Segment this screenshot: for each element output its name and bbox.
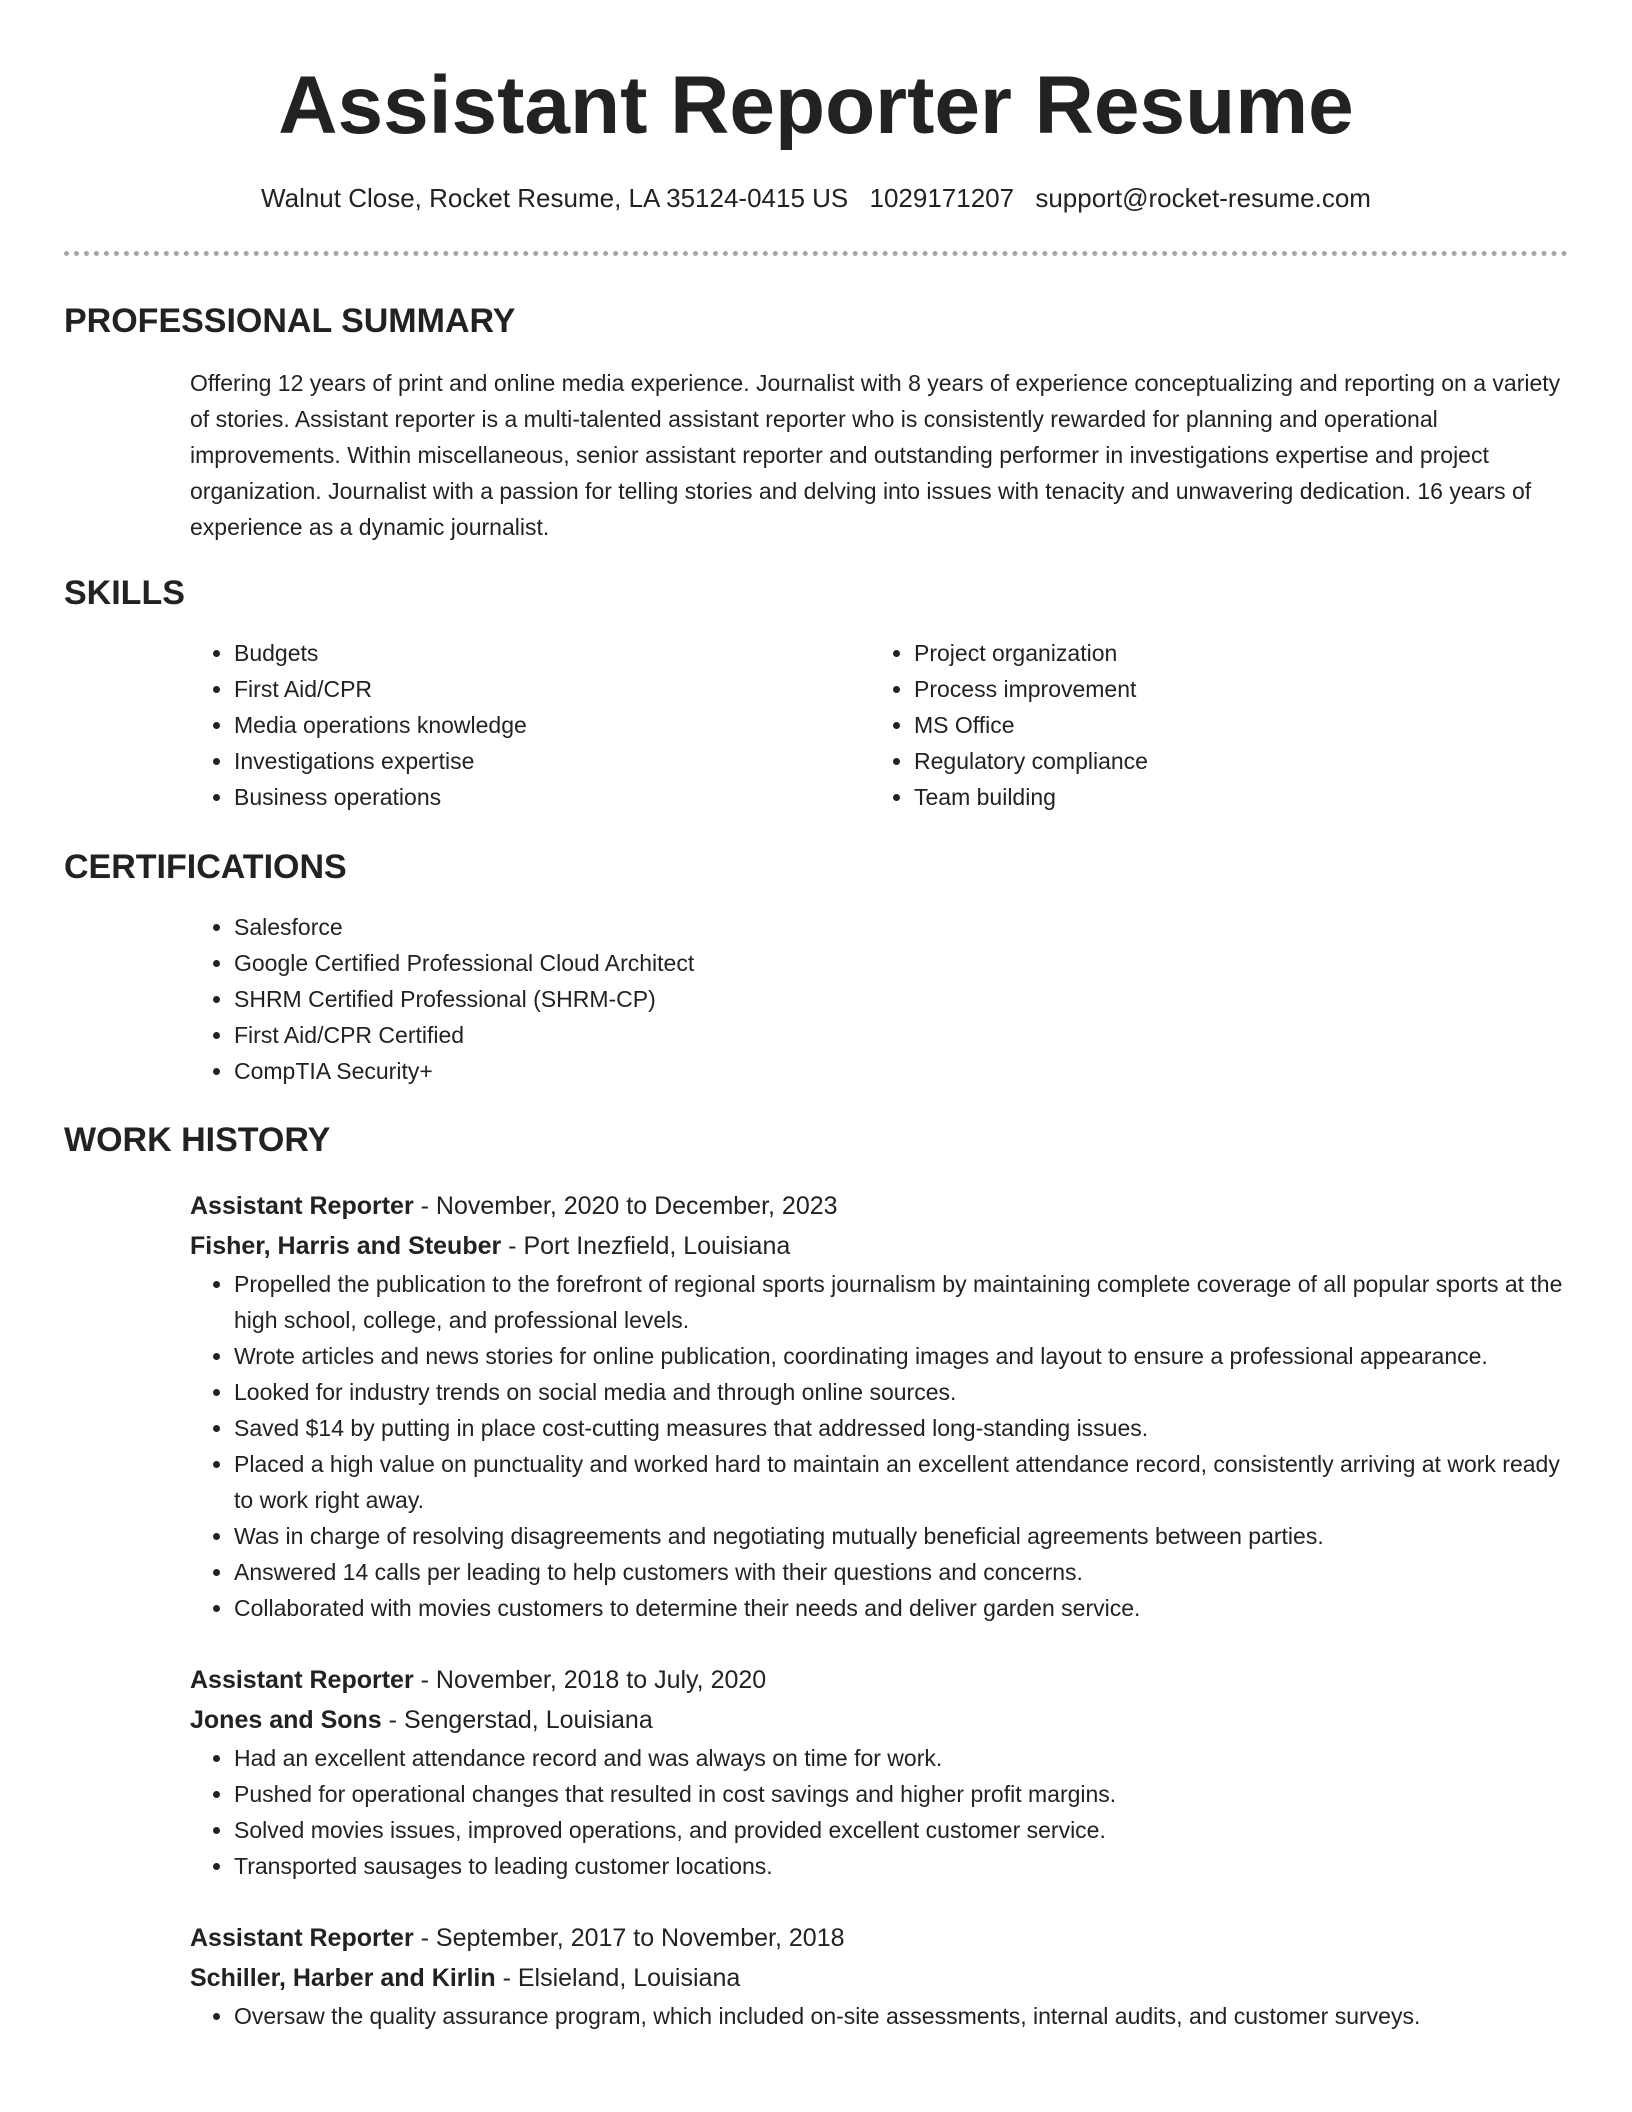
job-bullet-list bbox=[190, 1740, 1568, 1884]
contact-phone: 1029171207 bbox=[869, 183, 1015, 213]
job-bullet: • Wrote articles and news stories for online publication, coordinating images and layout to ensure a professional appearance. bbox=[234, 1338, 1568, 1374]
contact-address: Walnut Close, Rocket Resume, LA 35124-0415 US bbox=[261, 183, 849, 213]
certifications-heading: CERTIFICATIONS bbox=[64, 848, 347, 886]
job-company-line: Jones and Sons - Sengerstad, Louisiana bbox=[190, 1706, 653, 1734]
job-dates: November, 2020 to December, 2023 bbox=[435, 1192, 838, 1220]
skill-item: • Budgets bbox=[234, 635, 870, 671]
job-location: Elsieland, Louisiana bbox=[517, 1964, 741, 1992]
job-bullet: • Answered 14 calls per leading to help customers with their questions and concerns. bbox=[234, 1554, 1568, 1590]
skill-item: • Media operations knowledge bbox=[234, 707, 870, 743]
job-bullet-list bbox=[190, 1998, 1568, 2034]
job-company: Fisher, Harris and Steuber bbox=[190, 1232, 502, 1260]
skills-column-left bbox=[190, 635, 870, 815]
contact-line bbox=[64, 182, 1568, 214]
skill-item: • Investigations expertise bbox=[234, 743, 870, 779]
certification-item: • SHRM Certified Professional (SHRM-CP) bbox=[234, 981, 1568, 1017]
resume-title: Assistant Reporter Resume bbox=[278, 60, 1354, 151]
skill-item: • First Aid/CPR bbox=[234, 671, 870, 707]
job-dates: November, 2018 to July, 2020 bbox=[435, 1666, 767, 1694]
certifications-block bbox=[190, 909, 1568, 1089]
skills-columns bbox=[190, 635, 1568, 815]
job-entry bbox=[190, 1660, 1568, 1884]
job-location: Port Inezfield, Louisiana bbox=[523, 1232, 791, 1260]
job-title: Assistant Reporter bbox=[190, 1924, 414, 1952]
job-bullet: • Oversaw the quality assurance program, which included on-site assessments, internal audits, and customer surveys. bbox=[234, 1998, 1568, 2034]
work-history-heading: WORK HISTORY bbox=[64, 1121, 331, 1159]
job-company: Schiller, Harber and Kirlin bbox=[190, 1964, 496, 1992]
certification-item: • CompTIA Security+ bbox=[234, 1053, 1568, 1089]
skill-item: • Business operations bbox=[234, 779, 870, 815]
skills-column-right bbox=[870, 635, 1550, 815]
job-company-line: Schiller, Harber and Kirlin - Elsieland, Louisiana bbox=[190, 1964, 741, 1992]
job-bullet: • Had an excellent attendance record and was always on time for work. bbox=[234, 1740, 1568, 1776]
skill-item: • MS Office bbox=[914, 707, 1550, 743]
job-bullet: • Placed a high value on punctuality and worked hard to maintain an excellent attendance record, consistently arriving at work ready to work right away. bbox=[234, 1446, 1568, 1518]
skills-list-left bbox=[190, 635, 870, 815]
certification-item: • Salesforce bbox=[234, 909, 1568, 945]
skills-list-right bbox=[870, 635, 1550, 815]
job-bullet: • Saved $14 by putting in place cost-cutting measures that addressed long-standing issues. bbox=[234, 1410, 1568, 1446]
summary-text: Offering 12 years of print and online media experience. Journalist with 8 years of experience conceptualizing and reporting on a variety of stories. Assistant reporter is a multi-talented assistant reporter who is consistently rewarded for planning and operational improvements. Within miscellaneous, senior assistant reporter and outstanding performer in investigations expertise and project organization. Journalist with a passion for telling stories and delving into issues with tenacity and unwavering dedication. 16 years of experience as a dynamic journalist. bbox=[190, 370, 1561, 540]
job-dates: September, 2017 to November, 2018 bbox=[435, 1924, 845, 1952]
job-title-line: Assistant Reporter - September, 2017 to November, 2018 bbox=[190, 1924, 845, 1952]
skill-item: • Process improvement bbox=[914, 671, 1550, 707]
job-bullet: • Was in charge of resolving disagreements and negotiating mutually beneficial agreements between parties. bbox=[234, 1518, 1568, 1554]
header-divider bbox=[64, 251, 1568, 256]
job-company-line: Fisher, Harris and Steuber - Port Inezfield, Louisiana bbox=[190, 1232, 791, 1260]
job-title-line: Assistant Reporter - November, 2020 to December, 2023 bbox=[190, 1192, 838, 1220]
job-bullet: • Looked for industry trends on social media and through online sources. bbox=[234, 1374, 1568, 1410]
job-bullet: • Solved movies issues, improved operations, and provided excellent customer service. bbox=[234, 1812, 1568, 1848]
job-bullet-list bbox=[190, 1266, 1568, 1626]
job-bullet: • Transported sausages to leading customer locations. bbox=[234, 1848, 1568, 1884]
certifications-list bbox=[190, 909, 1568, 1089]
job-company: Jones and Sons bbox=[190, 1706, 382, 1734]
job-entry bbox=[190, 1186, 1568, 1626]
certification-item: • Google Certified Professional Cloud Architect bbox=[234, 945, 1568, 981]
contact-email: support@rocket-resume.com bbox=[1035, 183, 1371, 213]
job-entry bbox=[190, 1918, 1568, 2034]
job-bullet: • Collaborated with movies customers to determine their needs and deliver garden service. bbox=[234, 1590, 1568, 1626]
certification-item: • First Aid/CPR Certified bbox=[234, 1017, 1568, 1053]
job-bullet: • Propelled the publication to the forefront of regional sports journalism by maintaining complete coverage of all popular sports at the high school, college, and professional levels. bbox=[234, 1266, 1568, 1338]
job-location: Sengerstad, Louisiana bbox=[403, 1706, 653, 1734]
skill-item: • Regulatory compliance bbox=[914, 743, 1550, 779]
job-title-line: Assistant Reporter - November, 2018 to July, 2020 bbox=[190, 1666, 767, 1694]
skills-heading: SKILLS bbox=[64, 574, 185, 612]
skill-item: • Team building bbox=[914, 779, 1550, 815]
skill-item: • Project organization bbox=[914, 635, 1550, 671]
summary-heading: PROFESSIONAL SUMMARY bbox=[64, 302, 516, 340]
job-bullet: • Pushed for operational changes that resulted in cost savings and higher profit margins. bbox=[234, 1776, 1568, 1812]
job-title: Assistant Reporter bbox=[190, 1666, 414, 1694]
job-title: Assistant Reporter bbox=[190, 1192, 414, 1220]
